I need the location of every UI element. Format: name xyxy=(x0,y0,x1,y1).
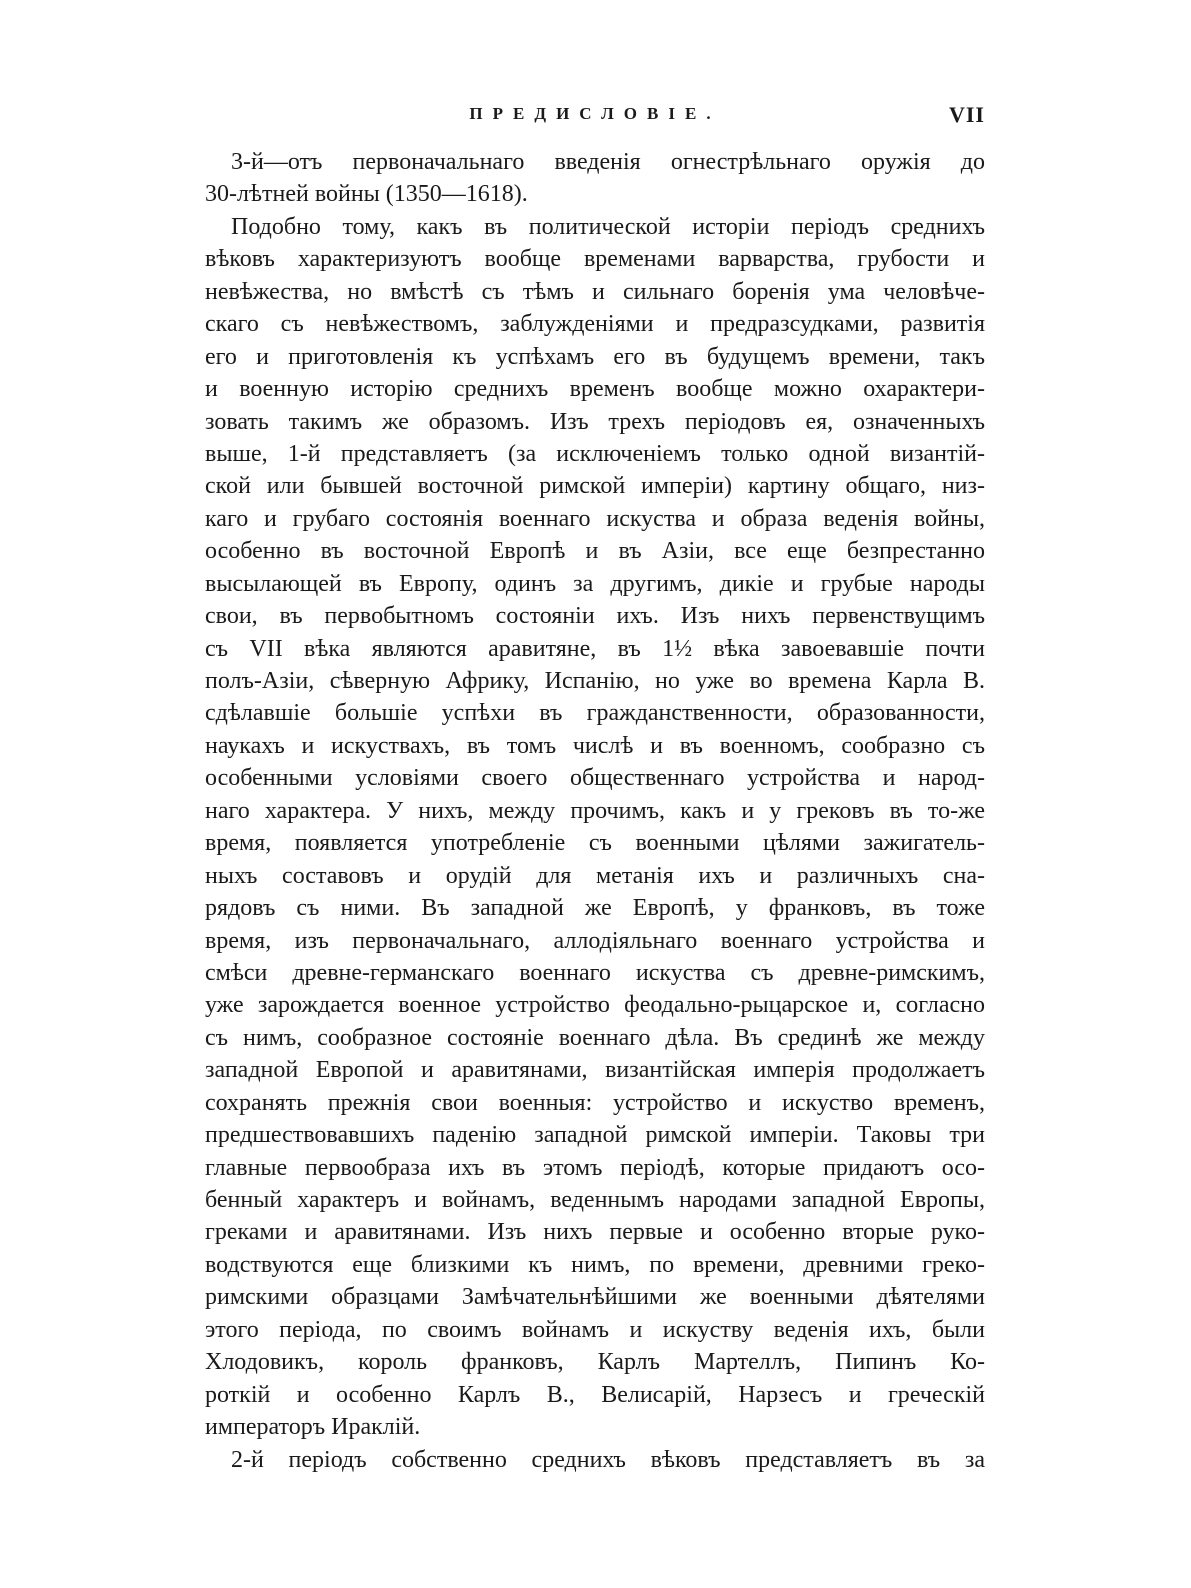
text-line: главные первообраза ихъ въ этомъ періодѣ, которые придаютъ осо- xyxy=(205,1154,985,1181)
text-line: рядовъ съ ними. Въ западной же Европѣ, у франковъ, въ тоже xyxy=(205,895,985,922)
running-title: ПРЕДИСЛОВІЕ. xyxy=(469,104,721,123)
text-line: предшествовавшихъ паденію западной римской имперіи. Таковы три xyxy=(205,1122,985,1149)
text-line: греками и аравитянами. Изъ нихъ первые и особенно вторые руко- xyxy=(205,1219,985,1246)
text-line: водствуются еще близкими къ нимъ, по времени, древними греко- xyxy=(205,1251,985,1278)
text-line: римскими образцами Замѣчательнѣйшими же военными дѣятелями xyxy=(205,1284,985,1311)
body-text xyxy=(205,146,985,1476)
text-line: ныхъ составовъ и орудій для метанія ихъ и различныхъ сна- xyxy=(205,862,985,889)
text-line: время, изъ первоначальнаго, аллодіяльнаго военнаго устройства и xyxy=(205,927,985,954)
text-line: вѣковъ характеризуютъ вообще временами варварства, грубости и xyxy=(205,246,985,273)
text-line: съ VII вѣка являются аравитяне, въ 1½ вѣка завоевавшіе почти xyxy=(205,635,985,662)
text-line: сдѣлавшіе большіе успѣхи въ гражданственности, образованности, xyxy=(205,700,985,727)
page-number: VII xyxy=(948,102,985,127)
text-line: смѣси древне-германскаго военнаго искуства съ древне-римскимъ, xyxy=(205,959,985,986)
text-line: роткій и особенно Карлъ В., Велисарій, Нарзесъ и греческій xyxy=(205,1381,985,1408)
text-line: сохранять прежнія свои военныя: устройство и искуство временъ, xyxy=(205,1089,985,1116)
text-line: особенными условіями своего общественнаго устройства и народ- xyxy=(205,765,985,792)
text-line: бенный характеръ и войнамъ, веденнымъ народами западной Европы, xyxy=(205,1187,985,1213)
text-line: императоръ Ираклій. xyxy=(205,1414,421,1441)
text-line: невѣжества, но вмѣстѣ съ тѣмъ и сильнаго боренія ума человѣче- xyxy=(205,278,985,305)
text-line: наго характера. У нихъ, между прочимъ, какъ и у грековъ въ то-же xyxy=(205,797,985,824)
text-line: зовать такимъ же образомъ. Изъ трехъ періодовъ ея, означенныхъ xyxy=(205,408,985,435)
text-line: особенно въ восточной Европѣ и въ Азіи, все еще безпрестанно xyxy=(205,538,985,565)
text-line: Подобно тому, какъ въ политической исторіи періодъ среднихъ xyxy=(231,213,985,240)
text-line: наукахъ и искуствахъ, въ томъ числѣ и въ военномъ, сообразно съ xyxy=(205,732,985,759)
text-line: уже зарождается военное устройство феодально-рыцарское и, согласно xyxy=(205,992,985,1019)
text-line: скаго съ невѣжествомъ, заблужденіями и предразсудками, развитія xyxy=(205,311,985,338)
text-line: свои, въ первобытномъ состояніи ихъ. Изъ нихъ первенствущимъ xyxy=(205,603,985,630)
text-line: съ нимъ, сообразное состояніе военнаго дѣла. Въ срединѣ же между xyxy=(205,1024,985,1051)
text-line: полъ-Азіи, сѣверную Африку, Испанію, но уже во времена Карла В. xyxy=(205,668,985,694)
text-line: 30-лѣтней войны (1350—1618). xyxy=(205,181,528,208)
text-line: и военную исторію среднихъ временъ вообще можно охарактери- xyxy=(205,376,985,403)
text-line: высылающей въ Европу, одинъ за другимъ, дикіе и грубые народы xyxy=(205,570,985,597)
text-line: этого періода, по своимъ войнамъ и искуству веденія ихъ, были xyxy=(205,1316,985,1343)
text-line: Хлодовикъ, король франковъ, Карлъ Мартеллъ, Пипинъ Ко- xyxy=(205,1349,985,1376)
text-line: время, появляется употребленіе съ военными цѣлями зажигатель- xyxy=(205,830,985,857)
text-line: западной Европой и аравитянами, византійская имперія продолжаетъ xyxy=(205,1057,985,1084)
text-line: 2-й періодъ собственно среднихъ вѣковъ представляетъ въ за xyxy=(231,1446,985,1473)
text-line: его и приготовленія къ успѣхамъ его въ будущемъ времени, такъ xyxy=(205,343,985,370)
text-line: выше, 1-й представляетъ (за исключеніемъ только одной византій- xyxy=(205,440,985,467)
running-header xyxy=(205,104,985,134)
text-line: 3-й—отъ первоначальнаго введенія огнестрѣльнаго оружія до xyxy=(231,149,985,175)
text-line: ской или бывшей восточной римской имперіи) картину общаго, низ- xyxy=(205,473,985,500)
text-line: каго и грубаго состоянія военнаго искуства и образа веденія войны, xyxy=(205,505,985,532)
